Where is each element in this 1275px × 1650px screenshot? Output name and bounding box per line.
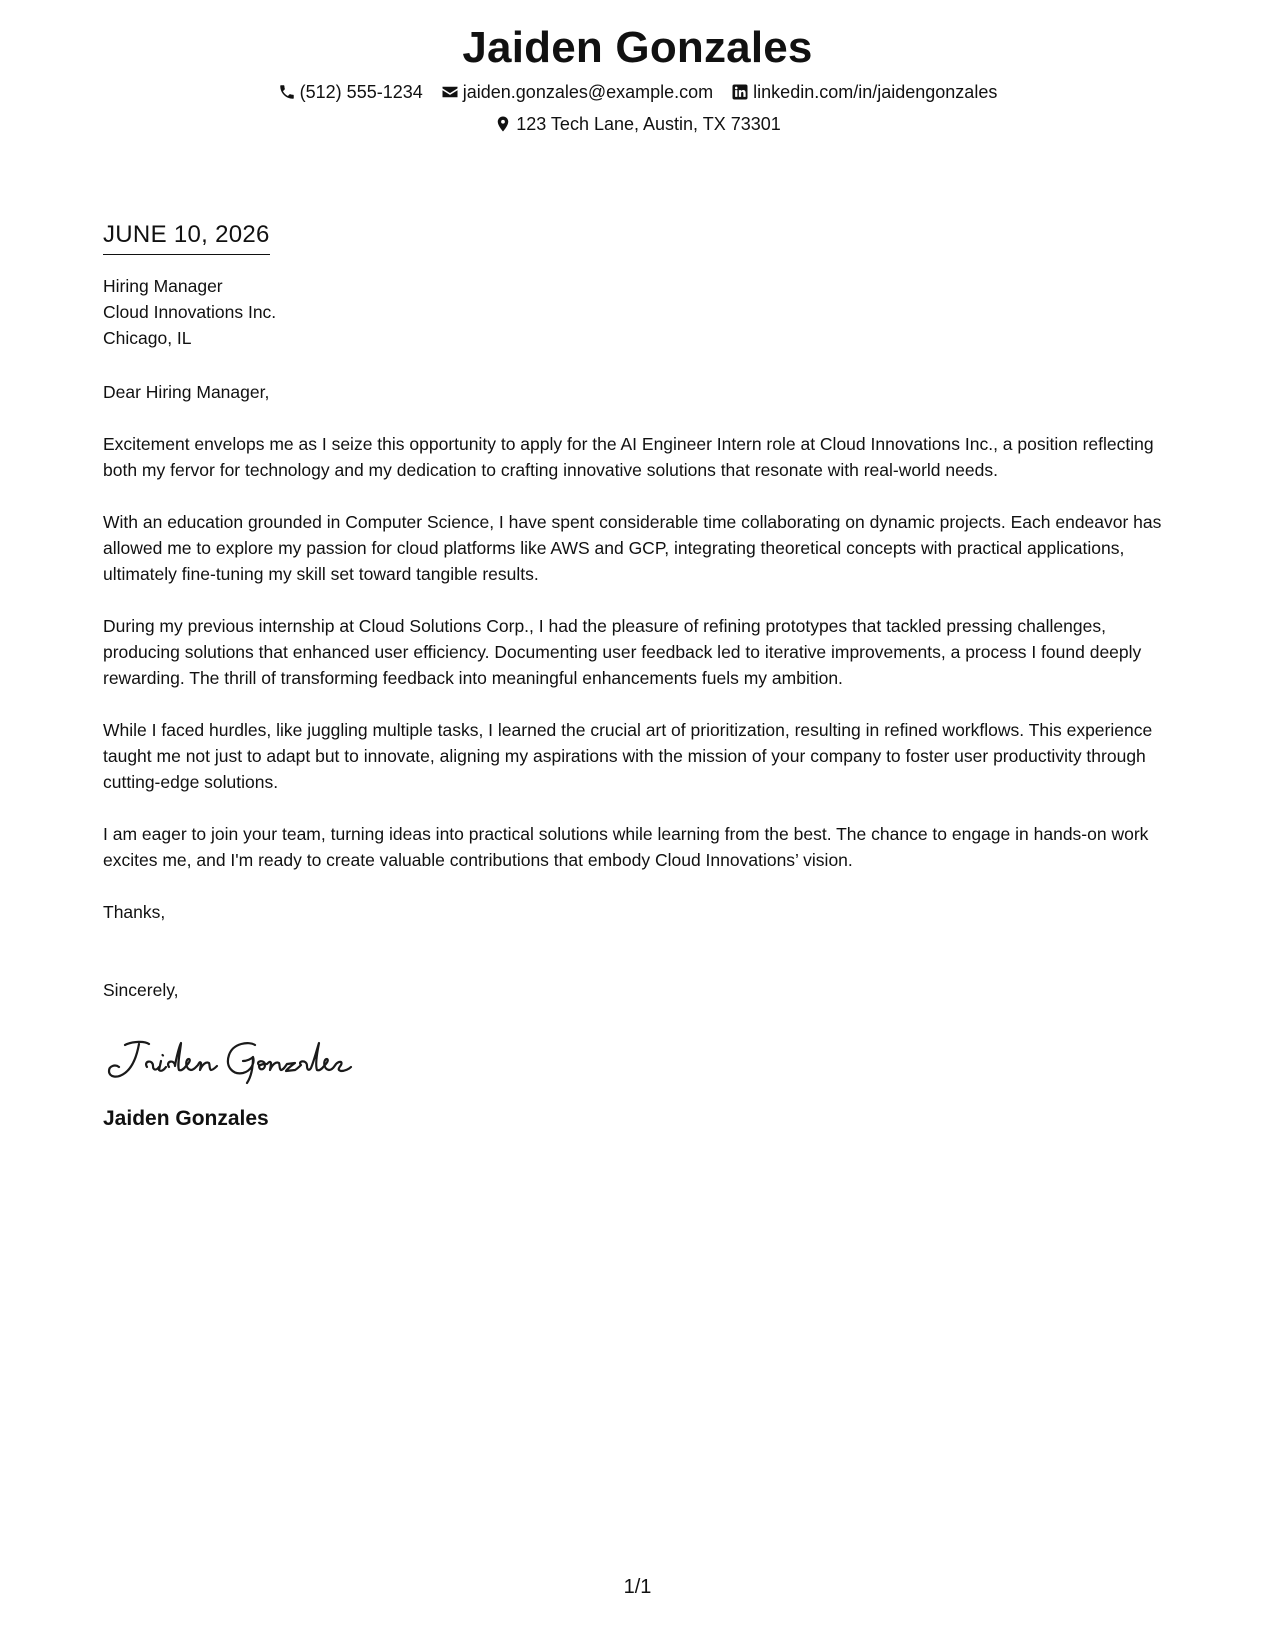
contact-phone bbox=[278, 80, 423, 104]
recipient-company: Cloud Innovations Inc. bbox=[103, 302, 277, 322]
letter-date: JUNE 10, 2026 bbox=[103, 220, 270, 255]
contact-row bbox=[0, 80, 1275, 104]
letter-body bbox=[103, 220, 1173, 1133]
paragraph: Excitement envelops me as I seize this opportunity to apply for the AI Engineer Intern role at Cloud Innovations Inc., a position reflecting both my fervor for technology and my dedication to crafting innovative solutions that resonate with real-world needs. bbox=[103, 434, 1154, 480]
contact-address bbox=[494, 112, 781, 136]
address-text: 123 Tech Lane, Austin, TX 73301 bbox=[516, 114, 781, 134]
applicant-name: Jaiden Gonzales bbox=[462, 23, 813, 72]
closing-sincerely: Sincerely, bbox=[103, 980, 179, 1000]
closing-thanks: Thanks, bbox=[103, 902, 166, 922]
paragraph: While I faced hurdles, like juggling multiple tasks, I learned the crucial art of prioritization, resulting in refined workflows. This experience taught me not just to adapt but to innovate, aligning my aspirations with the mission of your company to foster user productivity through cutting-edge solutions. bbox=[103, 720, 1153, 792]
signer-name: Jaiden Gonzales bbox=[103, 1107, 269, 1130]
handwritten-signature bbox=[103, 1033, 363, 1089]
phone-text: (512) 555-1234 bbox=[299, 82, 423, 102]
recipient-block bbox=[103, 273, 1173, 351]
email-link[interactable]: jaiden.gonzales@example.com bbox=[462, 82, 714, 102]
recipient-title: Hiring Manager bbox=[103, 276, 223, 296]
signature-drawing bbox=[103, 1033, 363, 1089]
salutation: Dear Hiring Manager, bbox=[103, 382, 270, 402]
address-row bbox=[0, 112, 1275, 136]
contact-email[interactable] bbox=[441, 80, 713, 104]
contact-linkedin[interactable] bbox=[731, 80, 997, 104]
linkedin-icon bbox=[731, 83, 749, 101]
letter-header bbox=[0, 20, 1275, 136]
recipient-location: Chicago, IL bbox=[103, 328, 192, 348]
page-number: 1/1 bbox=[623, 1576, 652, 1598]
linkedin-link[interactable]: linkedin.com/in/jaidengonzales bbox=[753, 82, 998, 102]
paragraph: With an education grounded in Computer Science, I have spent considerable time collaborating on dynamic projects. Each endeavor has allowed me to explore my passion for cloud platforms like AWS and GCP, integrating theoretical concepts with practical applications, ultimately fine-tuning my skill set toward tangible results. bbox=[103, 512, 1162, 584]
paragraph: During my previous internship at Cloud Solutions Corp., I had the pleasure of refining prototypes that tackled pressing challenges, producing solutions that enhanced user efficiency. Documenting user feedback led to iterative improvements, a process I found deeply rewarding. The thrill of transforming feedback into meaningful enhancements fuels my ambition. bbox=[103, 616, 1142, 688]
phone-icon bbox=[278, 83, 296, 101]
map-marker-icon bbox=[494, 115, 512, 133]
envelope-icon bbox=[441, 83, 459, 101]
paragraph: I am eager to join your team, turning ideas into practical solutions while learning from the best. The chance to engage in hands-on work excites me, and I'm ready to create valuable contributions that embody Cloud Innovations’ vision. bbox=[103, 824, 1149, 870]
